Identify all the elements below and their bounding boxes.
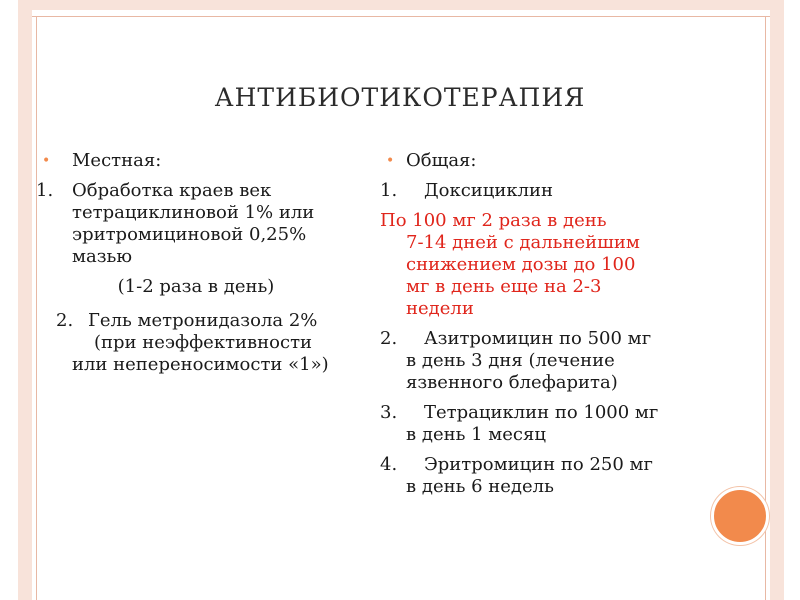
item-line: или непереносимости «1») — [72, 354, 329, 375]
left-column — [36, 150, 356, 384]
item-line: Азитромицин по 500 мг — [424, 328, 652, 349]
left-heading — [36, 150, 356, 172]
bullet-icon: • — [386, 153, 395, 169]
left-item-2 — [36, 310, 356, 376]
item-line: Доксициклин — [424, 180, 554, 201]
decorative-circle — [711, 487, 769, 545]
item-line: Гель метронидазола 2% — [88, 310, 318, 331]
right-column — [380, 150, 700, 506]
right-item-2 — [380, 328, 700, 394]
item-number: 2. — [56, 310, 74, 331]
left-item-1 — [36, 180, 356, 268]
bullet-icon: • — [42, 153, 51, 169]
frame-top-band — [18, 0, 784, 10]
item-number: 4. — [380, 454, 398, 475]
dosage-line: мг в день еще на 2-3 — [406, 276, 602, 297]
right-item-1 — [380, 180, 700, 202]
slide-title: АНТИБИОТИКОТЕРАПИЯ — [214, 83, 586, 112]
dosage-line: По 100 мг 2 раза в день — [380, 210, 607, 231]
dosage-line: 7-14 дней с дальнейшим — [406, 232, 640, 253]
right-item-3 — [380, 402, 700, 446]
item-number: 3. — [380, 402, 398, 423]
left-dosage: (1-2 раза в день) — [117, 276, 275, 297]
doxycycline-dosage — [380, 210, 700, 320]
right-item-4 — [380, 454, 700, 498]
item-line: эритромициновой 0,25% — [72, 224, 307, 245]
frame-line-top — [32, 16, 770, 17]
item-line: Обработка краев век — [72, 180, 272, 201]
dosage-line: недели — [406, 298, 474, 319]
right-heading-text: Общая: — [406, 150, 477, 171]
item-number: 1. — [380, 180, 398, 201]
item-line: (при неэффективности — [94, 332, 313, 353]
left-heading-text: Местная: — [72, 150, 162, 171]
item-line: в день 1 месяц — [406, 424, 546, 445]
item-line: мазью — [72, 246, 133, 267]
item-line: в день 6 недель — [406, 476, 554, 497]
item-number: 2. — [380, 328, 398, 349]
item-number: 1. — [36, 180, 54, 201]
right-heading — [380, 150, 700, 172]
item-line: Тетрациклин по 1000 мг — [424, 402, 659, 423]
dosage-line: снижением дозы до 100 — [406, 254, 636, 275]
item-line: тетрациклиновой 1% или — [72, 202, 315, 223]
item-line: язвенного блефарита) — [406, 372, 618, 393]
item-line: в день 3 дня (лечение — [406, 350, 615, 371]
item-line: Эритромицин по 250 мг — [424, 454, 653, 475]
